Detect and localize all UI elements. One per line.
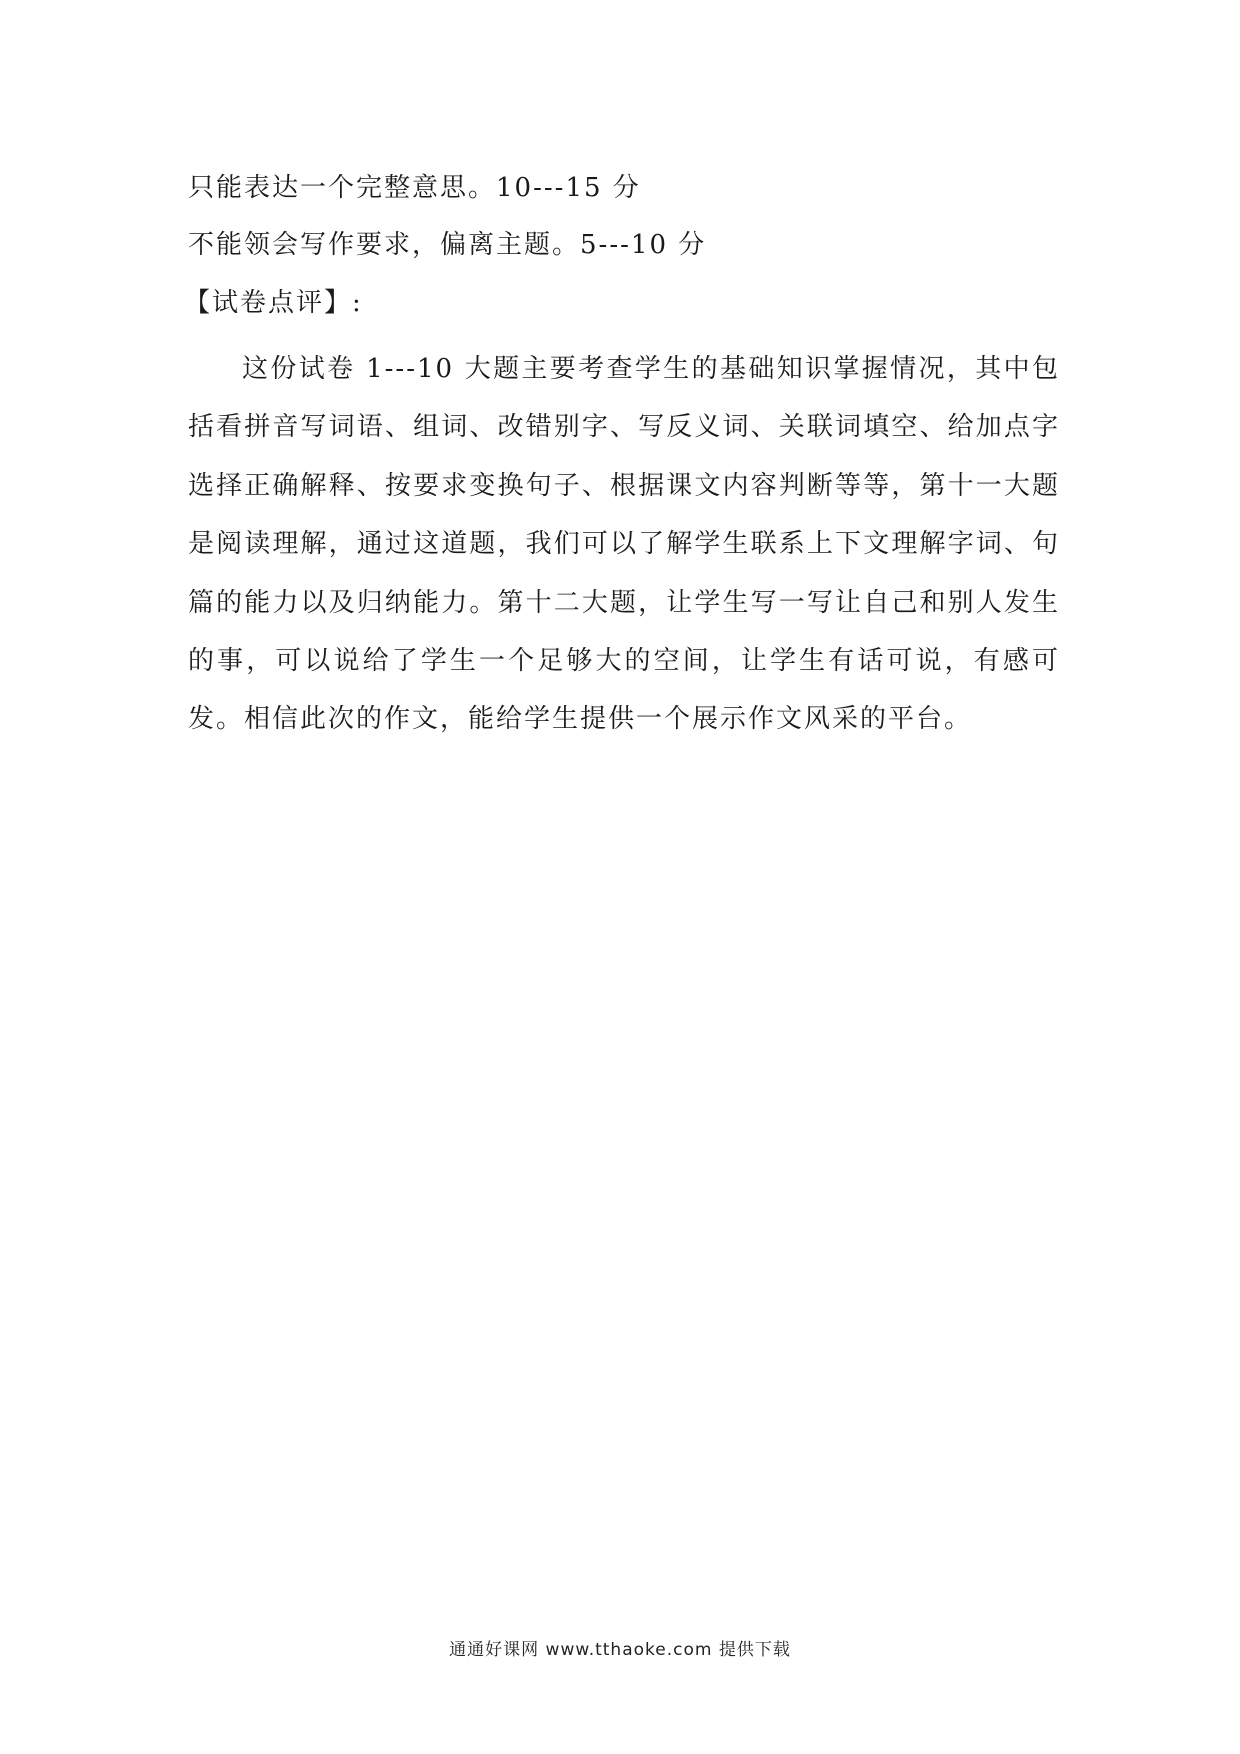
section-heading: 【试卷点评】: bbox=[184, 288, 363, 318]
page-footer: 通通好课网 www.tthaoke.com 提供下载 bbox=[449, 1640, 791, 1660]
scoring-criterion-line: 只能表达一个完整意思。10---15 分 bbox=[188, 173, 641, 203]
review-paragraph: 这份试卷 1---10 大题主要考查学生的基础知识掌握情况，其中包括看拼音写词语、组词、改错别字、写反义词、关联词填空、给加点字选择正确解释、按要求变换句子、根据课文内容判断等等，第十一大题是阅读理解，通过这道题，我们可以了解学生联系上下文理解字词、句篇的能力以及归纳能力。第十二大题，让学生写一写让自己和别人发生的事，可以说给了学生一个足够大的空间，让学生有话可说，有感可发。相信此次的作文，能给学生提供一个展示作文风采的平台。 bbox=[188, 354, 1060, 735]
scoring-criterion-line: 不能领会写作要求，偏离主题。5---10 分 bbox=[188, 230, 707, 260]
